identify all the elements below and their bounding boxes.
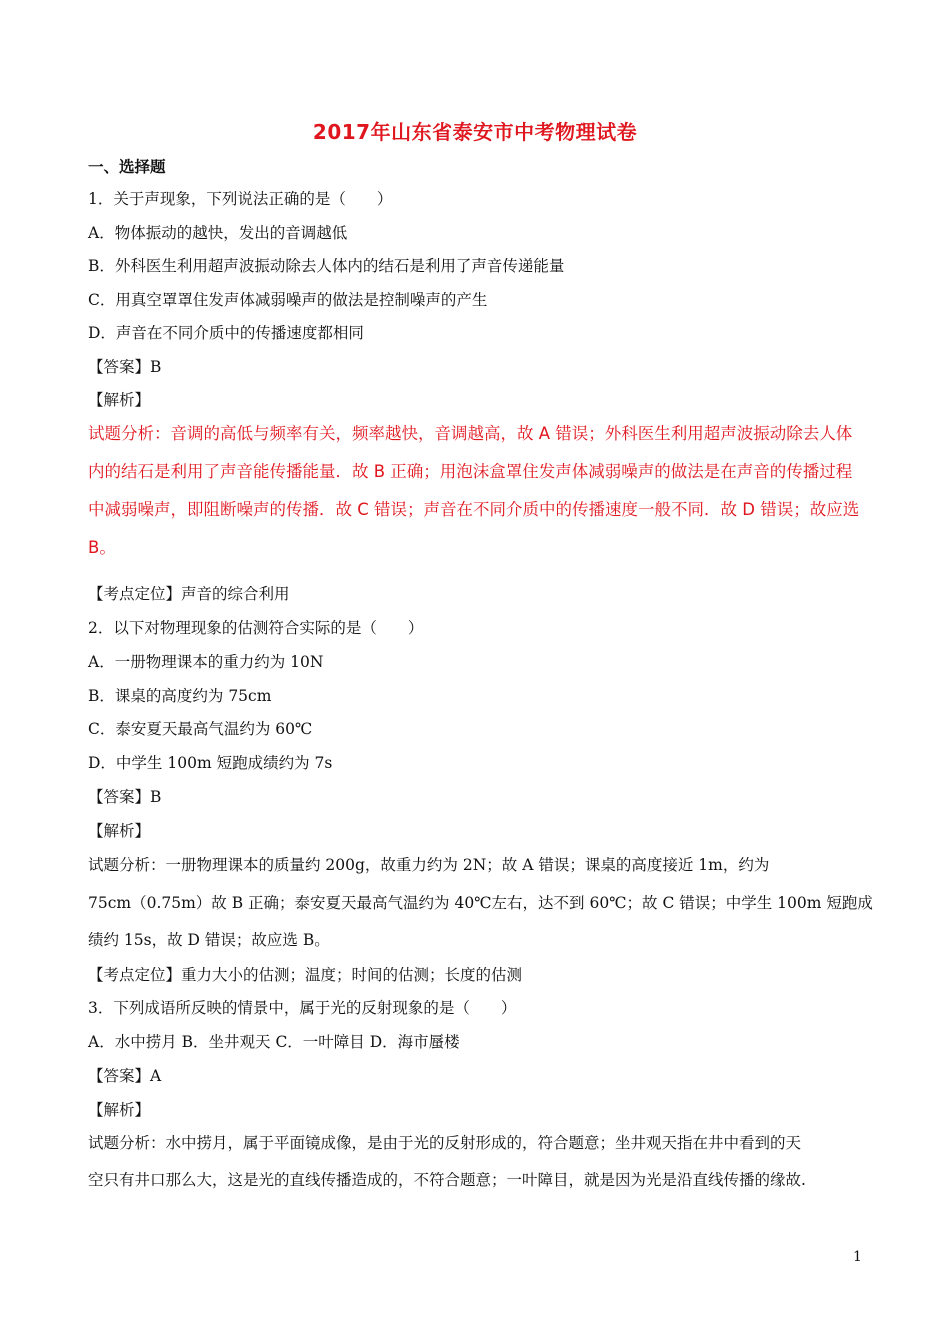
q1-option-b: B．外科医生利用超声波振动除去人体内的结石是利用了声音传递能量 bbox=[88, 257, 565, 275]
q2-stem: 2．以下对物理现象的估测符合实际的是（ ） bbox=[88, 619, 424, 637]
q1-keypoint: 【考点定位】声音的综合利用 bbox=[88, 585, 290, 603]
section-heading: 一、选择题 bbox=[88, 158, 166, 176]
q3-options: A．水中捞月 B．坐井观天 C．一叶障目 D．海市蜃楼 bbox=[88, 1033, 460, 1051]
q3-analysis-line: 空只有井口那么大，这是光的直线传播造成的，不符合题意；一叶障目，就是因为光是沿直线传播的缘故. bbox=[88, 1171, 806, 1189]
q2-option-a: A．一册物理课本的重力约为 10N bbox=[88, 653, 324, 671]
document-title: 2017年山东省泰安市中考物理试卷 bbox=[312, 120, 638, 144]
q3-analysis-label: 【解析】 bbox=[88, 1101, 151, 1119]
q1-analysis-line: 试题分析：音调的高低与频率有关，频率越快，音调越高，故 A 错误；外科医生利用超声波振动除去人体 bbox=[88, 424, 853, 443]
q2-answer: 【答案】B bbox=[88, 788, 162, 806]
q1-analysis-line: 内的结石是利用了声音能传播能量．故 B 正确；用泡沫盒罩住发声体减弱噪声的做法是在声音的传播过程 bbox=[88, 462, 853, 481]
q2-analysis-line: 试题分析：一册物理课本的质量约 200g，故重力约为 2N；故 A 错误；课桌的高度接近 1m，约为 bbox=[88, 856, 770, 874]
q1-option-c: C．用真空罩罩住发声体减弱噪声的做法是控制噪声的产生 bbox=[88, 291, 488, 309]
q2-analysis-label: 【解析】 bbox=[88, 822, 151, 840]
q1-analysis-label: 【解析】 bbox=[88, 391, 151, 409]
q1-analysis-line: 中减弱噪声，即阻断噪声的传播．故 C 错误；声音在不同介质中的传播速度一般不同．故 D 错误；故应选 bbox=[88, 500, 860, 519]
q2-analysis-line: 绩约 15s，故 D 错误；故应选 B。 bbox=[88, 931, 330, 949]
q2-option-c: C．泰安夏天最高气温约为 60℃ bbox=[88, 720, 313, 738]
q1-option-a: A．物体振动的越快，发出的音调越低 bbox=[88, 224, 348, 242]
q3-stem: 3．下列成语所反映的情景中，属于光的反射现象的是（ ） bbox=[88, 999, 517, 1017]
q2-option-b: B．课桌的高度约为 75cm bbox=[88, 687, 272, 705]
q1-stem: 1．关于声现象，下列说法正确的是（ ） bbox=[88, 190, 393, 208]
q3-answer: 【答案】A bbox=[88, 1067, 162, 1085]
q2-keypoint: 【考点定位】重力大小的估测；温度；时间的估测；长度的估测 bbox=[88, 966, 523, 984]
q1-answer: 【答案】B bbox=[88, 358, 162, 376]
q1-analysis-line: B。 bbox=[88, 538, 116, 557]
q2-option-d: D．中学生 100m 短跑成绩约为 7s bbox=[88, 754, 333, 772]
page-number: 1 bbox=[853, 1249, 862, 1265]
q2-analysis-line: 75cm（0.75m）故 B 正确；泰安夏天最高气温约为 40℃左右，达不到 60℃；故 C 错误；中学生 100m 短跑成 bbox=[88, 894, 873, 912]
q3-analysis-line: 试题分析：水中捞月，属于平面镜成像，是由于光的反射形成的，符合题意；坐井观天指在井中看到的天 bbox=[88, 1134, 802, 1152]
q1-option-d: D．声音在不同介质中的传播速度都相同 bbox=[88, 324, 364, 342]
